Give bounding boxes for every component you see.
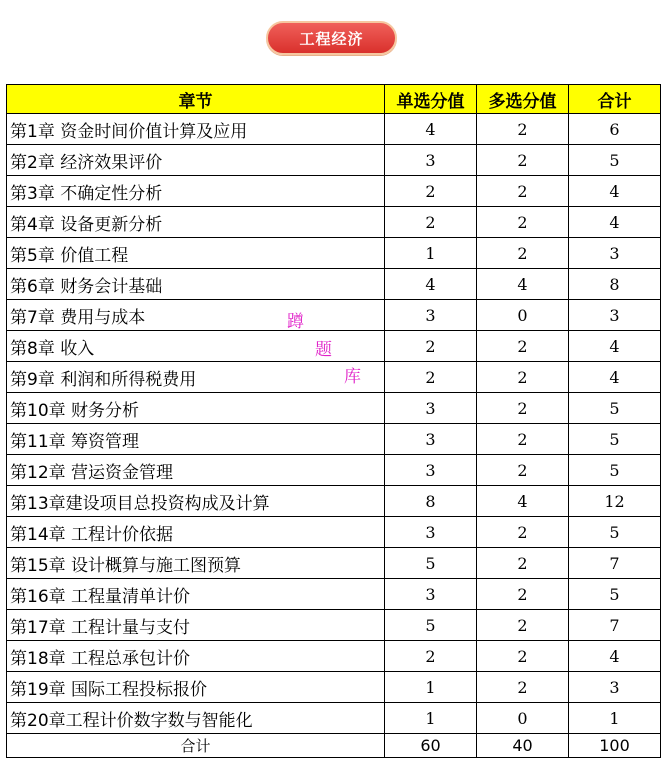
table-row: [7, 455, 661, 486]
section-badge: 工程经济: [266, 21, 397, 55]
total-score: 5: [569, 579, 661, 610]
header-multi: 多选分值: [477, 85, 569, 114]
total-score: 7: [569, 548, 661, 579]
chapter-name: 第12章 营运资金管理: [7, 455, 385, 486]
chapter-name: 第13章建设项目总投资构成及计算: [7, 486, 385, 517]
single-score: 1: [385, 238, 477, 269]
multi-score: 2: [477, 207, 569, 238]
chapter-name: 第16章 工程量清单计价: [7, 579, 385, 610]
single-score: 3: [385, 424, 477, 455]
chapter-name: 第9章 利润和所得税费用: [7, 362, 385, 393]
multi-score: 2: [477, 145, 569, 176]
table-row: [7, 207, 661, 238]
table-row: [7, 393, 661, 424]
multi-score: 2: [477, 114, 569, 145]
single-score: 3: [385, 145, 477, 176]
multi-score: 0: [477, 703, 569, 734]
chapter-name: 第3章 不确定性分析: [7, 176, 385, 207]
table-row: [7, 703, 661, 734]
single-score: 3: [385, 517, 477, 548]
single-score: 2: [385, 207, 477, 238]
total-score: 4: [569, 176, 661, 207]
table-row: [7, 672, 661, 703]
table-row: [7, 641, 661, 672]
table-row: [7, 424, 661, 455]
chapter-name: 第18章 工程总承包计价: [7, 641, 385, 672]
multi-score: 2: [477, 579, 569, 610]
total-score: 5: [569, 393, 661, 424]
total-score: 7: [569, 610, 661, 641]
single-score: 3: [385, 455, 477, 486]
table-row: [7, 331, 661, 362]
watermark-char: 库: [344, 367, 361, 387]
chapter-name: 第2章 经济效果评价: [7, 145, 385, 176]
single-score: 3: [385, 579, 477, 610]
total-row: [7, 734, 661, 758]
table-body: [7, 114, 661, 734]
multi-score: 2: [477, 455, 569, 486]
multi-score: 2: [477, 238, 569, 269]
chapter-name: 第17章 工程计量与支付: [7, 610, 385, 641]
single-score: 4: [385, 114, 477, 145]
total-score: 3: [569, 300, 661, 331]
multi-score: 2: [477, 362, 569, 393]
total-score: 4: [569, 207, 661, 238]
table-row: [7, 238, 661, 269]
total-score: 5: [569, 517, 661, 548]
total-label: 合计: [7, 734, 385, 758]
total-score: 5: [569, 424, 661, 455]
multi-score: 4: [477, 269, 569, 300]
multi-score: 2: [477, 548, 569, 579]
single-score: 1: [385, 703, 477, 734]
total-sum: 100: [569, 734, 661, 758]
total-score: 4: [569, 362, 661, 393]
single-score: 2: [385, 176, 477, 207]
chapter-name: 第1章 资金时间价值计算及应用: [7, 114, 385, 145]
multi-score: 2: [477, 331, 569, 362]
total-score: 1: [569, 703, 661, 734]
chapter-name: 第7章 费用与成本: [7, 300, 385, 331]
multi-score: 2: [477, 641, 569, 672]
chapter-name: 第4章 设备更新分析: [7, 207, 385, 238]
single-score: 2: [385, 641, 477, 672]
multi-score: 2: [477, 610, 569, 641]
multi-score: 2: [477, 393, 569, 424]
multi-score: 2: [477, 424, 569, 455]
header-chapter: 章节: [7, 85, 385, 114]
table-row: [7, 610, 661, 641]
table-row: [7, 548, 661, 579]
header-total: 合计: [569, 85, 661, 114]
chapter-name: 第5章 价值工程: [7, 238, 385, 269]
single-score: 3: [385, 393, 477, 424]
chapter-name: 第14章 工程计价依据: [7, 517, 385, 548]
table-row: [7, 362, 661, 393]
watermark-char: 蹲: [287, 312, 304, 332]
total-single: 60: [385, 734, 477, 758]
total-score: 3: [569, 238, 661, 269]
table-row: [7, 114, 661, 145]
total-score: 4: [569, 331, 661, 362]
total-score: 8: [569, 269, 661, 300]
single-score: 2: [385, 331, 477, 362]
total-score: 4: [569, 641, 661, 672]
chapter-name: 第10章 财务分析: [7, 393, 385, 424]
total-multi: 40: [477, 734, 569, 758]
multi-score: 0: [477, 300, 569, 331]
total-score: 5: [569, 145, 661, 176]
single-score: 8: [385, 486, 477, 517]
table-row: [7, 486, 661, 517]
single-score: 4: [385, 269, 477, 300]
single-score: 1: [385, 672, 477, 703]
single-score: 3: [385, 300, 477, 331]
table-row: [7, 145, 661, 176]
multi-score: 2: [477, 517, 569, 548]
multi-score: 2: [477, 176, 569, 207]
watermark-char: 题: [315, 340, 332, 360]
multi-score: 4: [477, 486, 569, 517]
total-score: 5: [569, 455, 661, 486]
total-score: 6: [569, 114, 661, 145]
table-row: [7, 176, 661, 207]
multi-score: 2: [477, 672, 569, 703]
single-score: 5: [385, 548, 477, 579]
total-score: 3: [569, 672, 661, 703]
table-row: [7, 517, 661, 548]
table-row: [7, 579, 661, 610]
header-single: 单选分值: [385, 85, 477, 114]
total-score: 12: [569, 486, 661, 517]
chapter-name: 第19章 国际工程投标报价: [7, 672, 385, 703]
single-score: 5: [385, 610, 477, 641]
chapter-name: 第20章工程计价数字数与智能化: [7, 703, 385, 734]
single-score: 2: [385, 362, 477, 393]
chapter-name: 第15章 设计概算与施工图预算: [7, 548, 385, 579]
table-row: [7, 269, 661, 300]
table-header-row: [7, 85, 661, 114]
chapter-name: 第11章 筹资管理: [7, 424, 385, 455]
table-row: [7, 300, 661, 331]
chapter-name: 第6章 财务会计基础: [7, 269, 385, 300]
score-table: [6, 84, 661, 758]
chapter-name: 第8章 收入: [7, 331, 385, 362]
